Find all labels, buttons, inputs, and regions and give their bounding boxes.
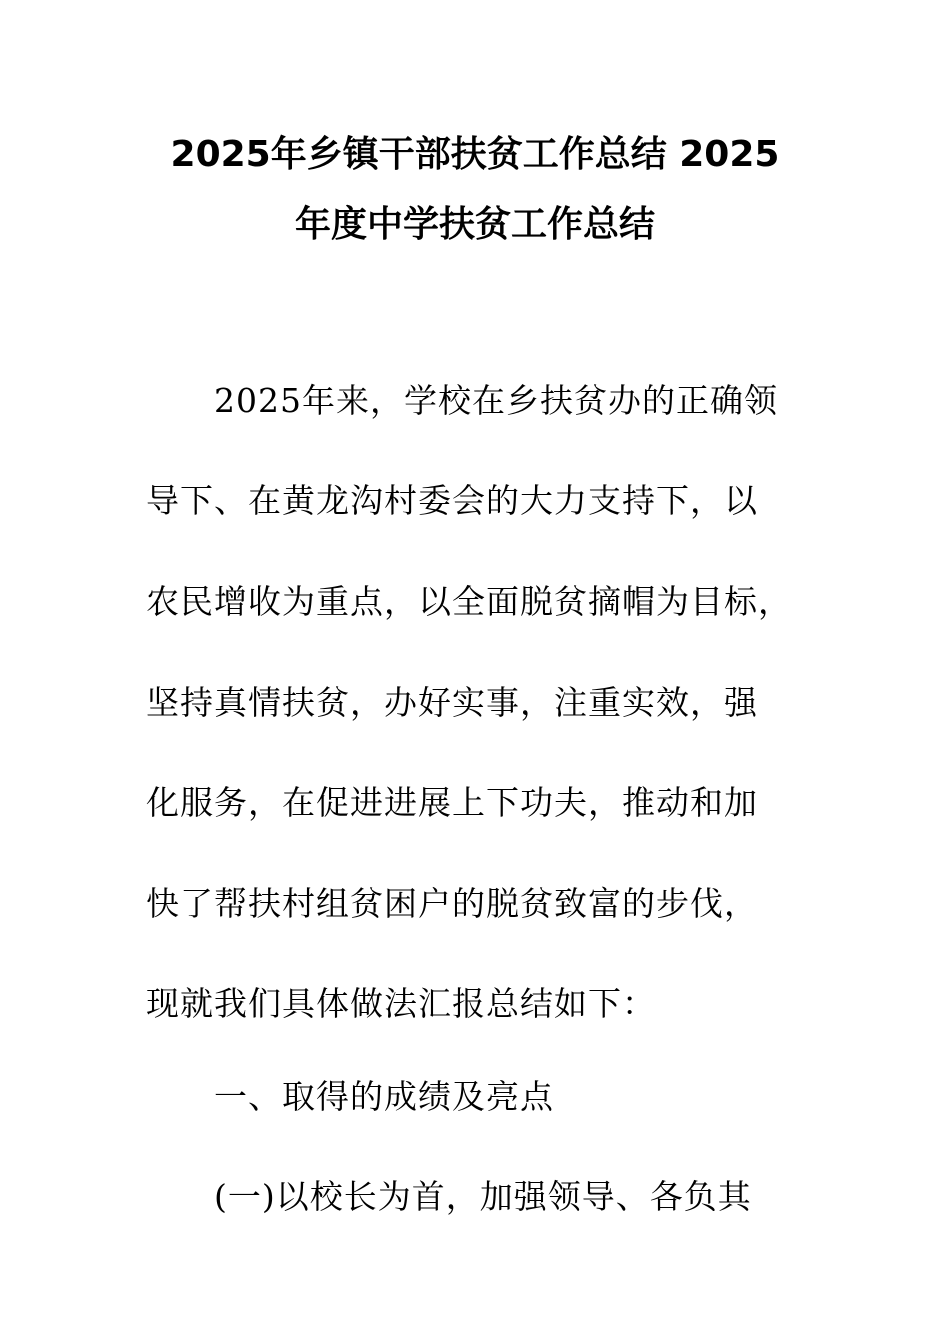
paragraph-line: 导下、在黄龙沟村委会的大力支持下，以	[146, 481, 758, 520]
paragraph-line: 坚持真情扶贫，办好实事，注重实效，强	[146, 683, 758, 722]
paragraph-line: 现就我们具体做法汇报总结如下：	[146, 984, 656, 1023]
section-heading: 一、取得的成绩及亮点	[214, 1077, 554, 1116]
subsection-line: (一)以校长为首，加强领导、各负其	[214, 1177, 752, 1216]
paragraph-line: 农民增收为重点，以全面脱贫摘帽为目标，	[146, 582, 792, 621]
paragraph-line: 化服务，在促进进展上下功夫，推动和加	[146, 783, 758, 822]
paragraph-line: 2025年来，学校在乡扶贫办的正确领	[214, 381, 778, 420]
document-title-line-1: 2025年乡镇干部扶贫工作总结 2025	[170, 134, 780, 175]
paragraph-line: 快了帮扶村组贫困户的脱贫致富的步伐，	[146, 884, 758, 923]
document-title-line-2: 年度中学扶贫工作总结	[294, 204, 655, 245]
